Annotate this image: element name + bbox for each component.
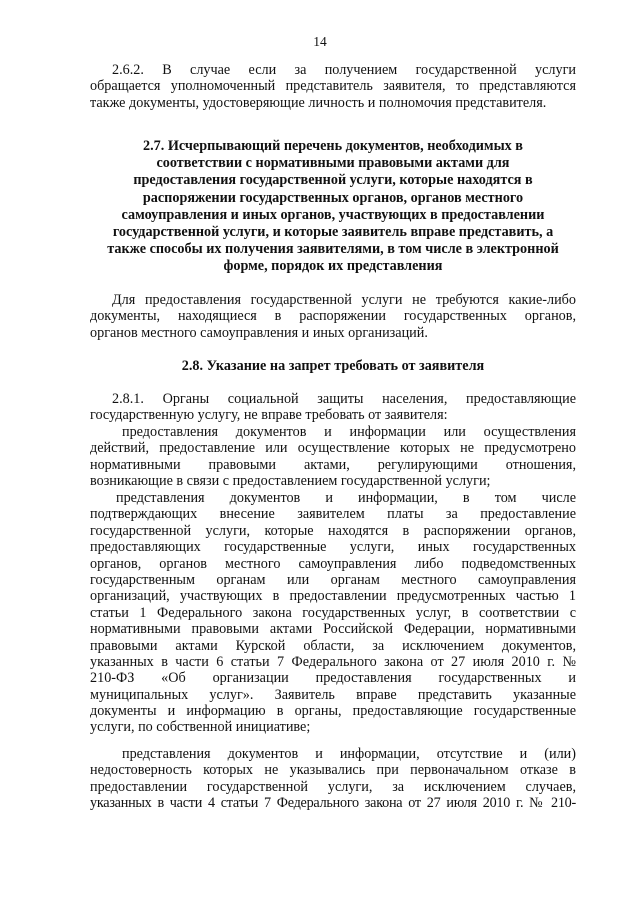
heading-line: форме, порядок их представления <box>223 258 443 275</box>
paragraph-2-8-1 <box>90 391 576 424</box>
paragraph-2-6-2 <box>90 62 576 111</box>
text-line: государственную услугу, не вправе требовать от заявителя: <box>90 407 448 424</box>
page-number: 14 <box>313 34 327 49</box>
text-line: представления документов и информации, в том числе <box>116 490 576 506</box>
text-line: представления документов и информации, отсутствие и (или) <box>122 746 576 762</box>
text-line: 210-ФЗ «Об организации предоставления государственных и <box>90 670 576 687</box>
heading-line: 2.8. Указание на запрет требовать от заявителя <box>181 358 485 374</box>
text-line: органов, органов местного самоуправления либо подведомственных <box>90 555 576 572</box>
text-line: подтверждающих внесение заявителем платы за предоставление <box>90 506 576 523</box>
text-line: документы, находящиеся в распоряжении государственных органов, <box>90 308 576 325</box>
text-line: муниципальных услуг». Заявитель вправе представить указанные <box>90 686 576 703</box>
text-line: действий, предоставление или осуществление которых не предусмотрено <box>90 440 576 457</box>
text-line: недостоверность которых не указывались при первоначальном отказе в <box>90 762 576 779</box>
list-item-2 <box>90 490 576 736</box>
section-heading-2-7 <box>88 138 578 276</box>
text-line: Для предоставления государственной услуги не требуются какие-либо <box>112 292 576 308</box>
text-line: предоставляющих государственные услуги, иных государственных <box>90 539 576 556</box>
text-line: предоставлении государственной услуги, за исключением случаев, <box>90 778 576 795</box>
text-line: организаций, участвующих в предоставлении предусмотренных частью 1 <box>90 588 576 605</box>
text-line: указанных в части 4 статьи 7 Федерального закона от 27 июля 2010 г. № 210- <box>90 795 576 812</box>
text-line: обращается уполномоченный представитель заявителя, то представляются <box>90 78 576 95</box>
text-line: государственным органам или органам местного самоуправления <box>90 571 576 588</box>
text-line: статьи 1 Федерального закона государственных услуг, в соответствии с <box>90 604 576 621</box>
text-line: органов местного самоуправления и иных организаций. <box>90 324 428 341</box>
text-line: предоставления документов и информации или осуществления <box>122 424 576 440</box>
text-line: правовыми актами Курской области, за исключением документов, <box>90 637 576 654</box>
text-line: нормативными правовыми актами Российской Федерации, нормативными <box>90 621 576 638</box>
text-line: 2.6.2. В случае если за получением государственной услуги <box>112 62 576 78</box>
heading-line: самоуправления и иных органов, участвующих в предоставлении <box>121 206 545 223</box>
text-line: возникающие в связи с предоставлением государственной услуги; <box>90 473 491 490</box>
text-line: также документы, удостоверяющие личность и полномочия представителя. <box>90 94 547 111</box>
heading-line: соответствии с нормативными правовыми актами для <box>156 155 510 172</box>
paragraph-2-7 <box>90 292 576 341</box>
text-line: государственной услуги, которые находятся в распоряжении органов, <box>90 522 576 539</box>
heading-line: государственной услуги, и которые заявитель вправе представить, а <box>112 223 554 240</box>
heading-line: 2.7. Исчерпывающий перечень документов, необходимых в <box>143 138 523 154</box>
list-item-3 <box>90 746 576 812</box>
heading-line: предоставления государственной услуги, которые находятся в <box>133 172 533 189</box>
heading-line: распоряжении государственных органов, органов местного <box>142 189 524 206</box>
section-heading-2-8 <box>90 358 576 374</box>
text-line: 2.8.1. Органы социальной защиты населения, предоставляющие <box>112 391 576 407</box>
text-line: нормативными правовыми актами, регулирующими отношения, <box>90 456 576 473</box>
text-line: документы и информацию в органы, предоставляющие государственные <box>90 703 576 720</box>
list-item-1 <box>90 424 576 490</box>
text-line: указанных в части 6 статьи 7 Федерального закона от 27 июля 2010 г. № <box>90 653 576 670</box>
heading-line: также способы их получения заявителями, в том числе в электронной <box>107 241 559 258</box>
text-line: услуги, по собственной инициативе; <box>90 719 311 736</box>
